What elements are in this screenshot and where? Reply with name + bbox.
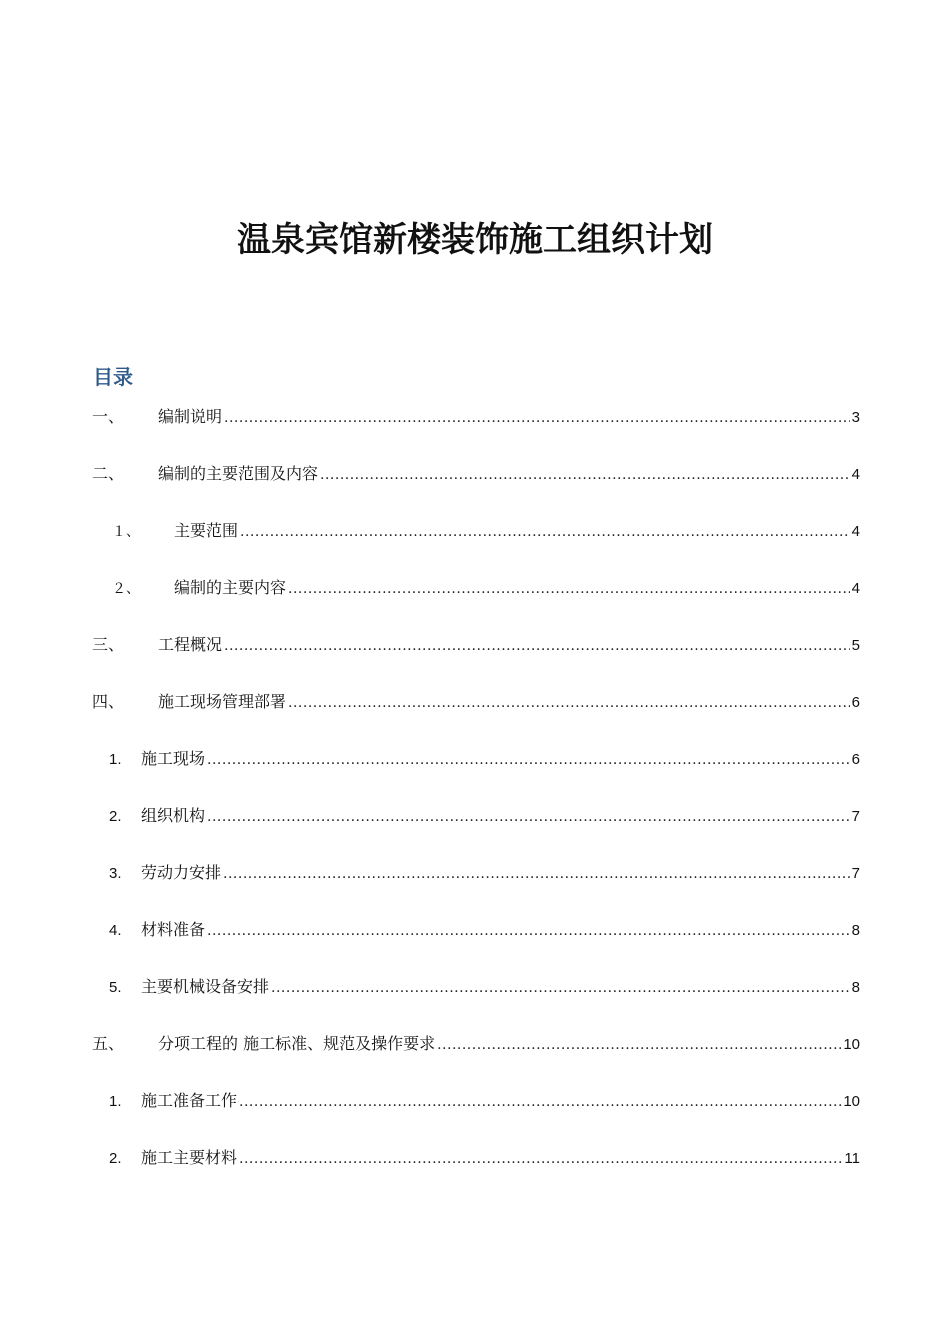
toc-dot-leader	[288, 571, 850, 607]
toc-entry-label: 编制的主要内容	[174, 578, 287, 597]
toc-entry[interactable]	[92, 570, 860, 627]
toc-entry-label: 工程概况	[158, 635, 223, 654]
table-of-contents	[92, 399, 860, 1197]
toc-entry-page-number: 8	[851, 922, 860, 939]
toc-dot-leader	[223, 856, 850, 892]
toc-entry[interactable]	[92, 1083, 860, 1140]
toc-entry-label: 施工主要材料	[141, 1148, 238, 1167]
toc-entry-label: 分项工程的 施工标准、规范及操作要求	[158, 1034, 436, 1053]
toc-entry-page-number: 10	[843, 1036, 860, 1053]
document-title: 温泉宾馆新楼装饰施工组织计划	[237, 220, 713, 260]
toc-entry-page-number: 4	[851, 580, 860, 597]
toc-dot-leader	[437, 1027, 841, 1063]
toc-dot-leader	[207, 913, 850, 949]
toc-dot-leader	[239, 1141, 842, 1177]
toc-entry-label: 施工现场管理部署	[158, 692, 287, 711]
toc-entry[interactable]	[92, 741, 860, 798]
toc-entry[interactable]	[92, 912, 860, 969]
toc-entry-number: 三、	[92, 635, 125, 654]
toc-entry-page-number: 8	[851, 979, 860, 996]
toc-dot-leader	[239, 1084, 841, 1120]
toc-entry-label: 施工现场	[141, 749, 206, 768]
toc-entry-number: 2.	[109, 1150, 122, 1167]
toc-heading: 目录	[93, 365, 133, 389]
toc-dot-leader	[224, 628, 850, 664]
toc-entry-page-number: 11	[844, 1150, 860, 1167]
toc-entry-label: 施工准备工作	[141, 1091, 238, 1110]
toc-entry[interactable]	[92, 627, 860, 684]
toc-entry[interactable]	[92, 684, 860, 741]
toc-entry[interactable]	[92, 1140, 860, 1197]
toc-entry-number: 1.	[109, 1093, 122, 1110]
toc-entry-label: 组织机构	[141, 806, 206, 825]
toc-entry-number: 二、	[92, 464, 125, 483]
toc-entry-label: 主要机械设备安排	[141, 977, 270, 996]
toc-entry-number: 五、	[92, 1034, 125, 1053]
toc-dot-leader	[271, 970, 850, 1006]
toc-entry-page-number: 10	[843, 1093, 860, 1110]
toc-entry[interactable]	[92, 1026, 860, 1083]
toc-entry-label: 主要范围	[174, 521, 239, 540]
toc-entry-number: 2.	[109, 808, 122, 825]
toc-entry-number: 一、	[92, 407, 125, 426]
toc-entry-label: 劳动力安排	[141, 863, 222, 882]
toc-dot-leader	[224, 400, 850, 436]
toc-entry-number: ２、	[112, 581, 140, 597]
toc-entry-number: １、	[112, 524, 140, 540]
toc-entry-page-number: 4	[851, 466, 860, 483]
toc-entry[interactable]	[92, 513, 860, 570]
toc-entry[interactable]	[92, 456, 860, 513]
toc-entry-page-number: 6	[851, 694, 860, 711]
toc-entry-number: 5.	[109, 979, 122, 996]
toc-entry-label: 编制说明	[158, 407, 223, 426]
toc-entry-number: 4.	[109, 922, 122, 939]
toc-entry[interactable]	[92, 399, 860, 456]
toc-entry-page-number: 5	[851, 637, 860, 654]
toc-entry-page-number: 7	[851, 808, 860, 825]
toc-entry[interactable]	[92, 969, 860, 1026]
toc-entry[interactable]	[92, 798, 860, 855]
toc-entry-page-number: 7	[851, 865, 860, 882]
toc-dot-leader	[288, 685, 850, 721]
toc-dot-leader	[240, 514, 850, 550]
toc-dot-leader	[320, 457, 850, 493]
toc-entry-page-number: 3	[851, 409, 860, 426]
toc-entry-label: 编制的主要范围及内容	[158, 464, 319, 483]
toc-dot-leader	[207, 799, 850, 835]
toc-entry-label: 材料准备	[141, 920, 206, 939]
toc-entry-number: 3.	[109, 865, 122, 882]
toc-entry[interactable]	[92, 855, 860, 912]
toc-dot-leader	[207, 742, 850, 778]
toc-entry-number: 1.	[109, 751, 122, 768]
toc-entry-page-number: 6	[851, 751, 860, 768]
toc-entry-number: 四、	[92, 692, 125, 711]
toc-entry-page-number: 4	[851, 523, 860, 540]
